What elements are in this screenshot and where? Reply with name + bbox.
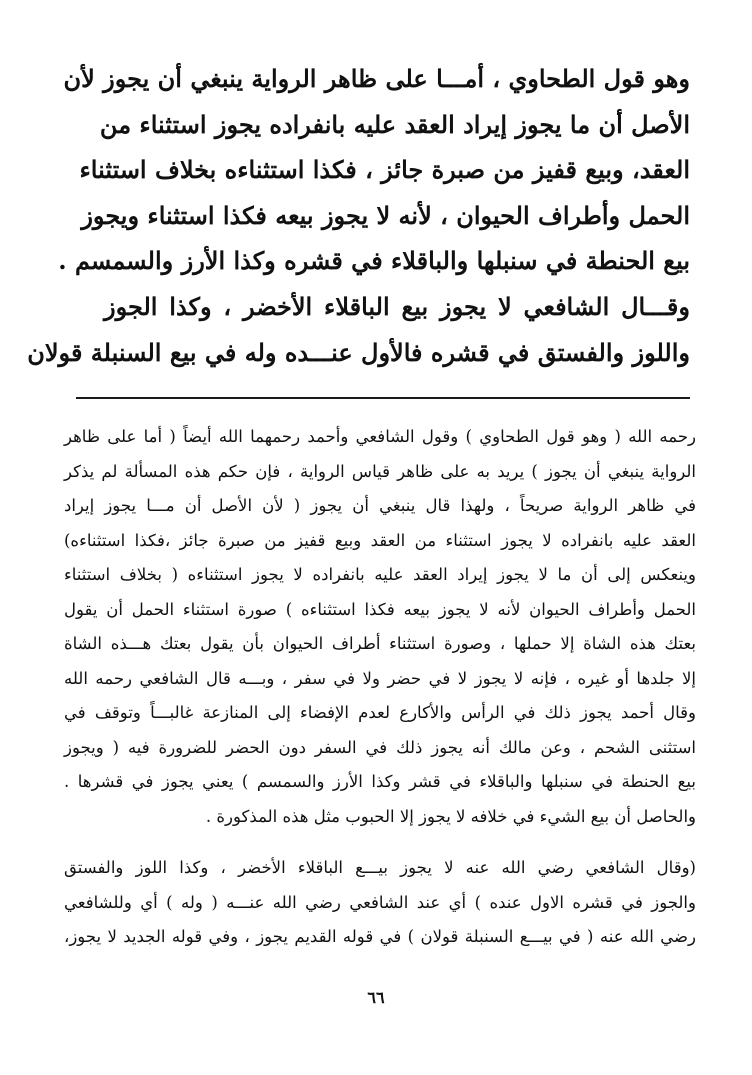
main-text-line: الحمل وأطراف الحيوان ، لأنه لا يجوز بيعه فكذا استثناء ويجوز — [81, 200, 690, 230]
commentary-line: إلا جلدها أو غيره ، فإنه لا يجوز لا في حضر ولا في سفر ، وبـــه قال الشافعي رحمه الله — [64, 668, 696, 688]
main-text-line: الأصل أن ما يجوز إيراد العقد عليه بانفراده يجوز استثناء من — [99, 109, 690, 139]
commentary-line: الرواية ينبغي أن يجوز ) يريد به على ظاهر قياس الرواية ، فإن حكم هذه المسألة لم يذكر — [64, 461, 696, 481]
commentary-text-block — [64, 420, 696, 955]
commentary-line: الحمل وأطراف الحيوان لأنه لا يجوز بيعه فكذا استثناءه ) صورة استثناء الحمل أن يقول — [64, 599, 696, 619]
commentary-line: (وقال الشافعي رضي الله عنه لا يجوز بيـــع الباقلاء الأخضر ، وكذا اللوز والفستق — [64, 858, 696, 877]
commentary-line: بيع الحنطة في سنبلها والباقلاء في قشر وكذا الأرز والسمسم ) يعني يجوز في قشرها . — [64, 772, 696, 791]
main-text-line: واللوز والفستق في قشره فالأول عنـــده وله في بيع السنبلة قولان — [27, 337, 690, 367]
commentary-line: رحمه الله ( وهو قول الطحاوي ) وقول الشافعي وأحمد رحمهما الله أيضاً ( أما على ظاهر — [64, 427, 696, 446]
main-text-line: وقـــال الشافعي لا يجوز بيع الباقلاء الأخضر ، وكذا الجوز — [104, 291, 690, 321]
main-text-block — [27, 56, 690, 375]
commentary-line: وينعكس إلى أن ما لا يجوز إيراد العقد عليه بانفراده لا يجوز استثناءه ( بخلاف استثناء — [64, 565, 696, 584]
section-divider — [76, 397, 690, 399]
commentary-line: والجوز في قشره الاول عنده ) أي عند الشافعي رضي الله عنـــه ( وله ) أي وللشافعي — [64, 892, 696, 912]
page-number: ٦٦ — [367, 988, 385, 1007]
main-text-line: بيع الحنطة في سنبلها والباقلاء في قشره وكذا الأرز والسمسم . — [58, 246, 690, 276]
commentary-line: وقال أحمد يجوز ذلك في الرأس والأكارع لعدم الإفضاء إلى المنازعة غالبـــاً وتوقف في — [64, 703, 696, 722]
commentary-line: استثنى الشحم ، وعن مالك أنه يجوز ذلك في السفر دون الحضر للضرورة فيه ( ويجوز — [64, 737, 696, 757]
commentary-line: بعتك هذه الشاة إلا حملها ، وصورة استثناء أطراف الحيوان بأن يقول بعتك هـــذه الشاة — [64, 634, 696, 653]
commentary-line: والحاصل أن بيع الشيء في خلافه لا يجوز إلا الحبوب مثل هذه المذكورة . — [205, 806, 696, 826]
commentary-line: في ظاهر الرواية صريحاً ، ولهذا قال ينبغي أن يجوز ( لأن الأصل أن مـــا يجوز إيراد — [64, 496, 696, 515]
commentary-line: العقد عليه بانفراده لا يجوز استثناء من العقد وبيع قفيز من صبرة جائز ،فكذا استثناءه) — [64, 530, 696, 550]
paragraph-gap — [64, 834, 696, 851]
commentary-line: رضي الله عنه ( في بيـــع السنبلة قولان ) في قوله القديم يجوز ، وفي قوله الجديد لا يجوز، — [64, 927, 696, 946]
main-text-line: العقد، وبيع قفيز من صبرة جائز ، فكذا استثناءه بخلاف استثناء — [79, 155, 690, 185]
main-text-line: وهو قول الطحاوي ، أمـــا على ظاهر الرواية ينبغي أن يجوز لأن — [63, 64, 690, 93]
